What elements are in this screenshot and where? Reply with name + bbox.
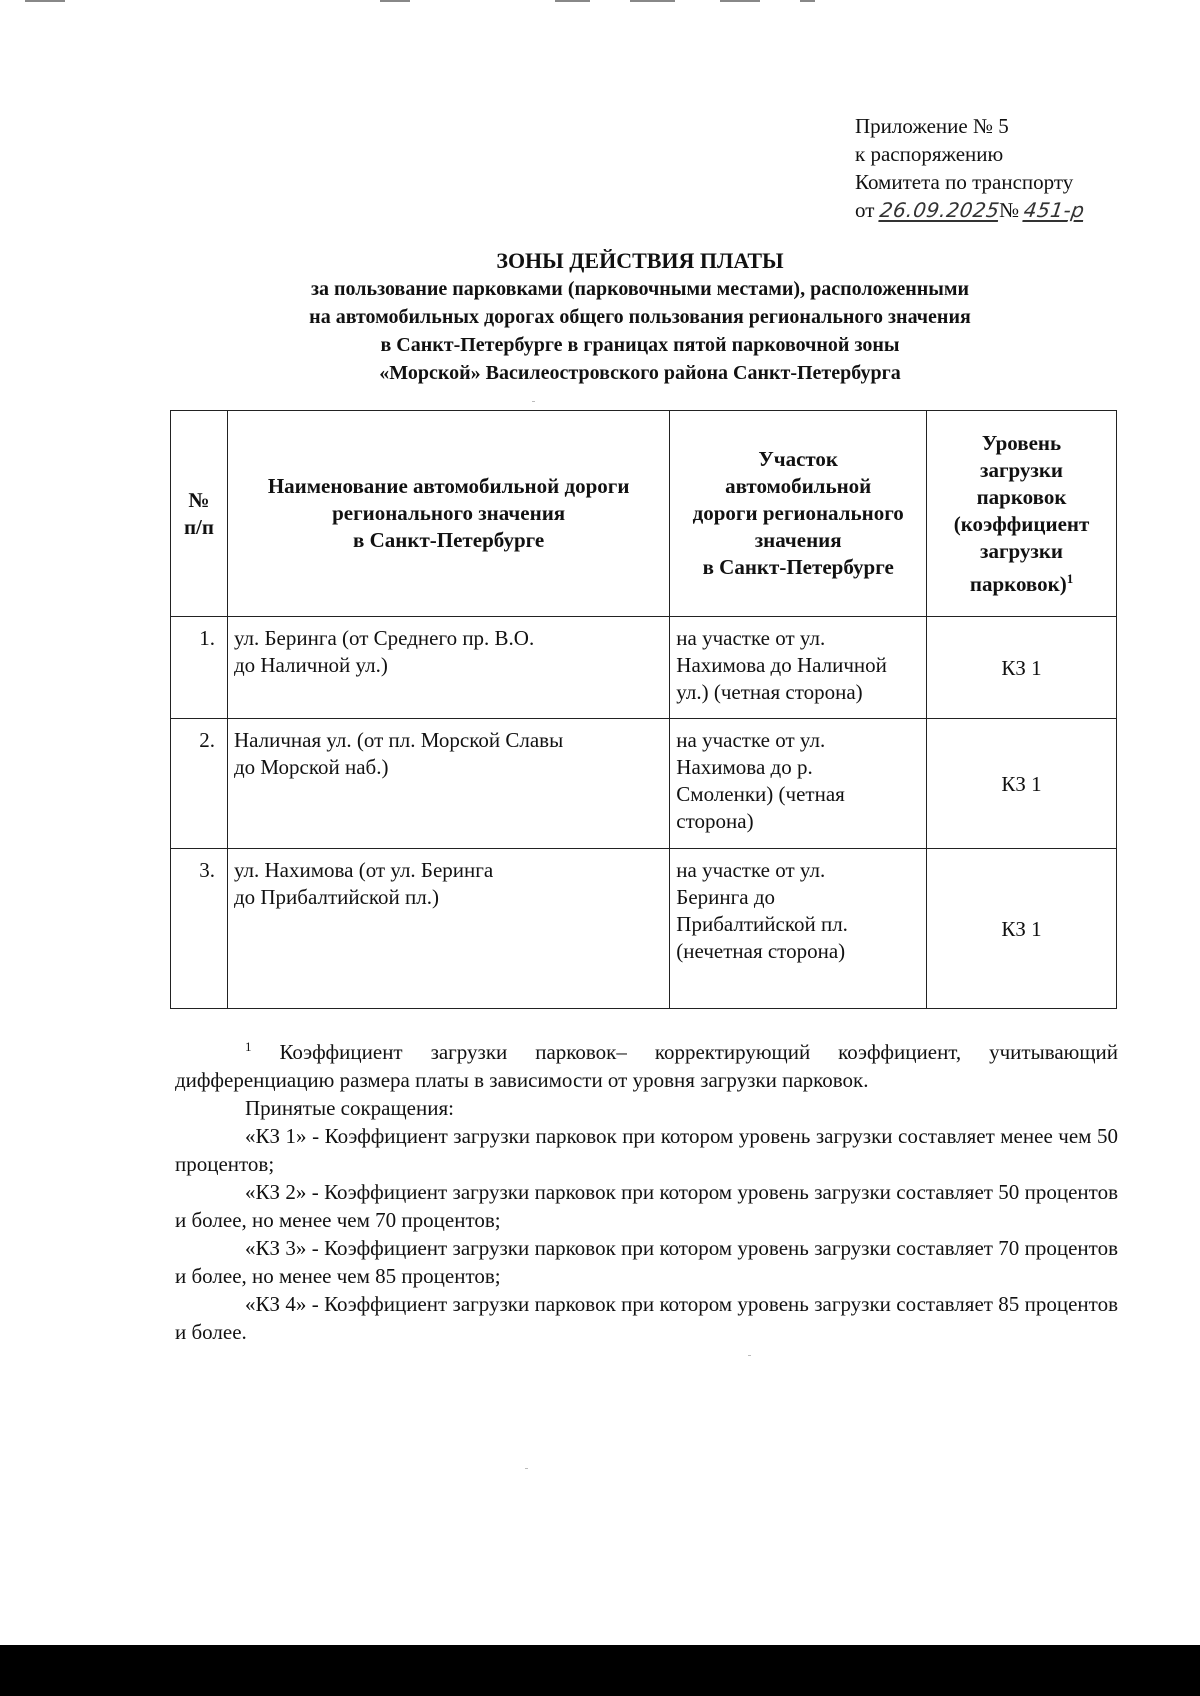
footnote-marker: 1 — [1066, 570, 1074, 586]
row-load-level: КЗ 1 — [927, 719, 1117, 849]
scan-bottom-bar — [0, 1645, 1200, 1696]
scan-artifact-top — [0, 0, 1200, 6]
title-main: ЗОНЫ ДЕЙСТВИЯ ПЛАТЫ — [496, 248, 784, 273]
parking-zones-table — [170, 410, 1117, 1009]
footnote-1-marker: 1 — [245, 1039, 252, 1054]
title-line-3: на автомобильных дорогах общего пользования регионального значения — [309, 306, 971, 328]
footnote-1 — [175, 1033, 1118, 1094]
row-segment: на участке от ул. Нахимова до р. Смоленки) (четная сторона) — [670, 719, 927, 849]
row-load-level: КЗ 1 — [927, 849, 1117, 1009]
row-road-name: Наличная ул. (от пл. Морской Славы до Морской наб.) — [227, 719, 669, 849]
row-segment: на участке от ул. Беринга до Прибалтийской пл. (нечетная сторона) — [670, 849, 927, 1009]
abbreviation-kz1: «КЗ 1» - Коэффициент загрузки парковок при котором уровень загрузки составляет менее чем 50 процентов; — [175, 1124, 1118, 1176]
abbreviations-title: Принятые сокращения: — [245, 1096, 454, 1120]
row-load-level: КЗ 1 — [927, 617, 1117, 719]
abbreviation-kz2: «КЗ 2» - Коэффициент загрузки парковок при котором уровень загрузки составляет 50 процентов и более, но менее чем 70 процентов; — [175, 1180, 1118, 1232]
scan-speck — [532, 401, 535, 402]
table-row — [171, 719, 1117, 849]
appendix-number: Приложение № 5 — [855, 114, 1009, 138]
row-num: 3. — [171, 849, 228, 1009]
appendix-from-label: от — [855, 198, 875, 222]
header-road-name: Наименование автомобильной дороги регионального значения в Санкт-Петербурге — [227, 411, 669, 617]
document-title — [170, 247, 1110, 387]
row-segment: на участке от ул. Нахимова до Наличной ул.) (четная сторона) — [670, 617, 927, 719]
row-road-name: ул. Нахимова (от ул. Беринга до Прибалтийской пл.) — [227, 849, 669, 1009]
handwritten-date: 26.09.2025 — [877, 198, 1001, 222]
row-num: 2. — [171, 719, 228, 849]
abbreviation-kz3: «КЗ 3» - Коэффициент загрузки парковок при котором уровень загрузки составляет 70 процентов и более, но менее чем 85 процентов; — [175, 1236, 1118, 1288]
appendix-date-line — [855, 196, 1185, 224]
row-num: 1. — [171, 617, 228, 719]
footnote-1-text: Коэффициент загрузки парковок– корректирующий коэффициент, учитывающий дифференциацию размера платы в зависимости от уровня загрузки парковок. — [175, 1040, 1118, 1092]
header-num: № п/п — [171, 411, 228, 617]
footnotes-section — [175, 1033, 1118, 1346]
handwritten-number: 451-р — [1022, 198, 1087, 222]
table-row — [171, 849, 1117, 1009]
scan-speck — [525, 1468, 528, 1469]
row-road-name: ул. Беринга (от Среднего пр. В.О. до Наличной ул.) — [227, 617, 669, 719]
title-line-2: за пользование парковками (парковочными местами), расположенными — [311, 278, 969, 300]
title-line-4: в Санкт-Петербурге в границах пятой парковочной зоны — [380, 334, 900, 356]
table-header-row — [171, 411, 1117, 617]
header-segment: Участок автомобильной дороги регионального значения в Санкт-Петербурге — [670, 411, 927, 617]
scan-speck — [748, 1355, 751, 1356]
appendix-committee: Комитета по транспорту — [855, 170, 1074, 194]
title-line-5: «Морской» Василеостровского района Санкт-Петербурга — [379, 362, 901, 384]
number-sign: № — [999, 198, 1020, 222]
appendix-header — [855, 112, 1185, 224]
abbreviation-kz4: «КЗ 4» - Коэффициент загрузки парковок при котором уровень загрузки составляет 85 процентов и более. — [175, 1292, 1118, 1344]
table-row — [171, 617, 1117, 719]
appendix-order-ref: к распоряжению — [855, 142, 1004, 166]
header-load-level: Уровень загрузки парковок (коэффициент загрузки парковок)$^1$ — [927, 411, 1117, 617]
